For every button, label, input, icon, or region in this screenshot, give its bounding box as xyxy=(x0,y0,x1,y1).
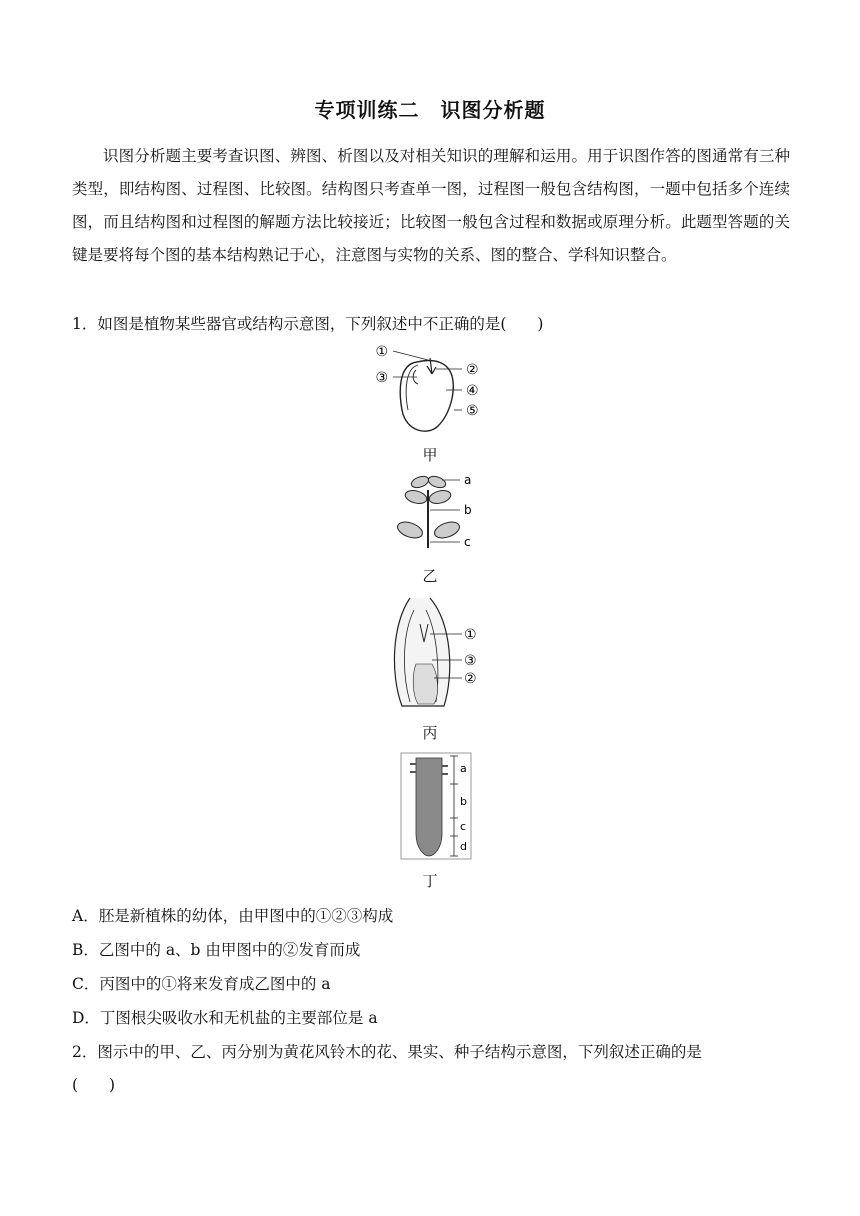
label-ding-a: a xyxy=(460,762,467,775)
label-jia-1: ① xyxy=(375,344,388,360)
question-2-stem: 2．图示中的甲、乙、丙分别为黄花风铃木的花、果实、种子结构示意图，下列叙述正确的是 xyxy=(72,1043,702,1061)
label-yi-b: b xyxy=(464,503,472,517)
label-yi-c: c xyxy=(464,535,471,549)
label-jia-2: ② xyxy=(466,362,479,378)
label-yi-a: a xyxy=(464,473,472,487)
label-ding-b: b xyxy=(460,795,467,808)
label-bing-3: ③ xyxy=(464,653,477,669)
label-bing-2: ② xyxy=(464,671,477,687)
question-1-stem: 1．如图是植物某些器官或结构示意图，下列叙述中不正确的是( ) xyxy=(72,315,544,333)
caption-jia: 甲 xyxy=(422,446,438,464)
figure-ding-root-tip xyxy=(400,752,472,860)
label-ding-c: c xyxy=(460,820,467,833)
label-jia-4: ④ xyxy=(466,383,479,399)
intro-paragraph: 识图分析题主要考查识图、辨图、析图以及对相关知识的理解和运用。用于识图作答的图通常有三种类型，即结构图、过程图、比较图。结构图只考查单一图，过程图一般包含结构图，一题中包括多个连续图，而且结构图和过程图的解题方法比较接近；比较图一般包含过程和数据或原理分析。此题型答题的关键是要将每个图的基本结构熟记于心，注意图与实物的关系、图的整合、学科知识整合。 xyxy=(72,147,790,264)
figure-bing-section xyxy=(382,594,492,714)
caption-ding: 丁 xyxy=(422,872,438,890)
label-ding-d: d xyxy=(460,840,467,853)
option-b: B．乙图中的 a、b 由甲图中的②发育而成 xyxy=(72,941,361,959)
option-a: A．胚是新植株的幼体，由甲图中的①②③构成 xyxy=(72,907,394,925)
caption-bing: 丙 xyxy=(422,724,438,742)
label-jia-5: ⑤ xyxy=(466,403,479,419)
caption-yi: 乙 xyxy=(422,567,438,585)
figure-yi-seedling xyxy=(392,472,482,552)
option-d: D．丁图根尖吸收水和无机盐的主要部位是 a xyxy=(72,1009,378,1027)
label-bing-1: ① xyxy=(464,627,477,643)
page-title: 专项训练二 识图分析题 xyxy=(314,98,546,122)
question-2-answer-blank: ( ) xyxy=(72,1076,116,1094)
figure-jia-seed xyxy=(372,340,492,440)
label-jia-3: ③ xyxy=(375,370,388,386)
option-c: C．丙图中的①将来发育成乙图中的 a xyxy=(72,975,331,993)
